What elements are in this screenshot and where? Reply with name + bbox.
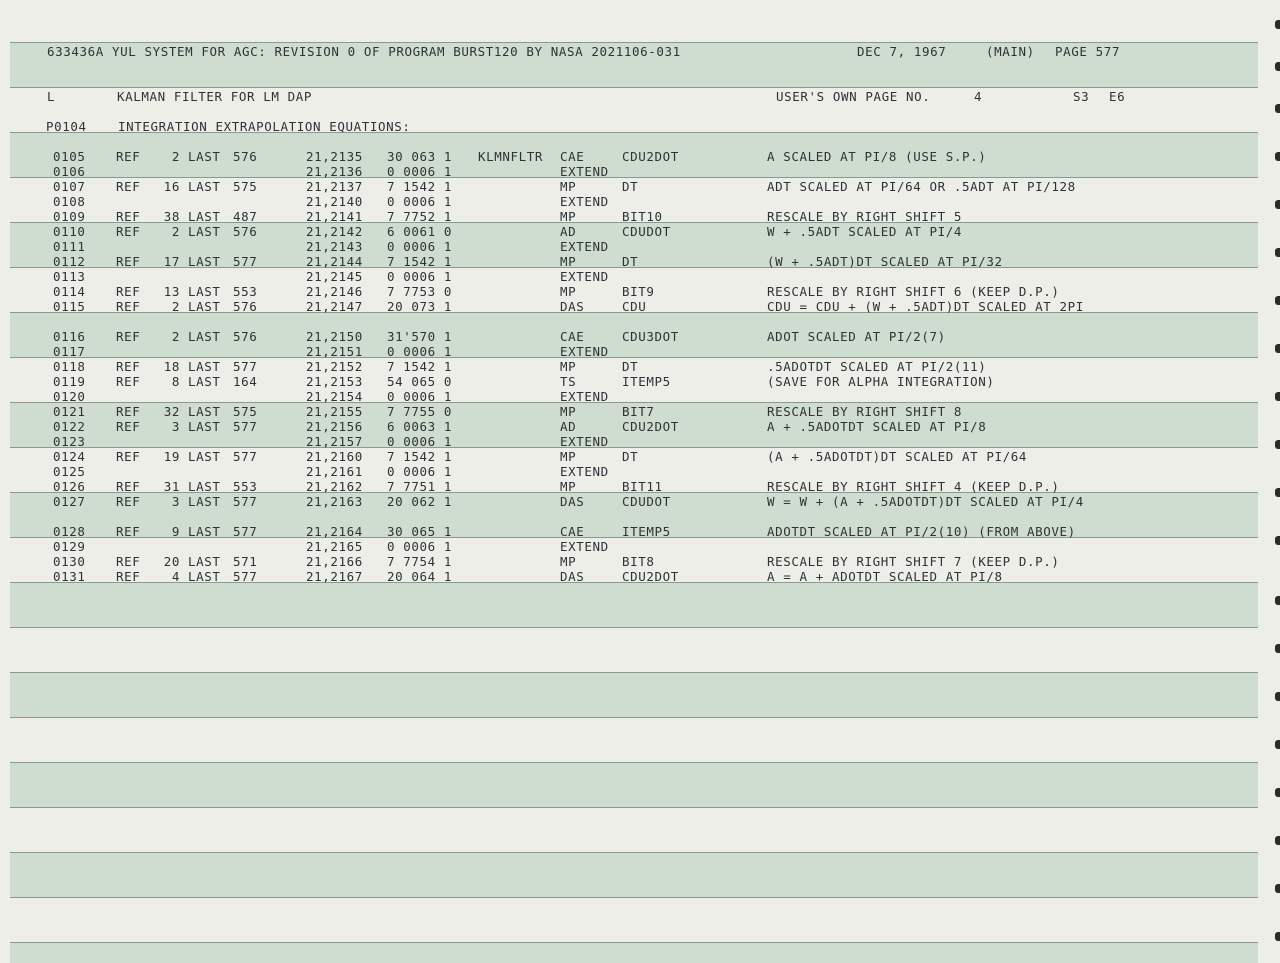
address: 21,2135 [306,149,363,164]
line-number: 0115 [53,299,86,314]
operand: CDU3DOT [622,329,679,344]
listing-row [0,329,1280,344]
ref-label: REF [116,419,141,434]
symbol-label: KLMNFLTR [478,149,544,164]
comment: RESCALE BY RIGHT SHIFT 7 (KEEP D.P.) [767,554,1060,569]
ref-label: REF [116,209,141,224]
band-rule [10,807,1258,808]
ref-label: REF [116,359,141,374]
comment: RESCALE BY RIGHT SHIFT 5 [767,209,963,224]
ref-count: 38 [163,209,180,224]
ref-label: REF [116,329,141,344]
last-page: 571 [233,554,258,569]
ref-label: REF [116,179,141,194]
comment: A + .5ADOTDT SCALED AT PI/8 [767,419,987,434]
last-page: 576 [233,299,258,314]
last-page: 577 [233,449,258,464]
listing-row [0,194,1280,209]
address: 21,2147 [306,299,363,314]
address: 21,2160 [306,449,363,464]
octal-word: 0 0006 1 [387,194,453,209]
listing-row [0,449,1280,464]
operand: CDUDOT [622,494,671,509]
band-rule [10,627,1258,628]
last-page: 576 [233,149,258,164]
last-label: LAST [188,554,221,569]
feed-hole [1275,596,1280,605]
listing-row [0,554,1280,569]
opcode: EXTEND [560,164,609,179]
last-label: LAST [188,404,221,419]
ref-count: 18 [163,359,180,374]
operand: DT [622,179,639,194]
ref-label: REF [116,479,141,494]
line-number: 0117 [53,344,86,359]
green-band [10,582,1258,627]
opcode: MP [560,254,577,269]
operand: CDU2DOT [622,149,679,164]
line-number: 0129 [53,539,86,554]
line-number: 0131 [53,569,86,584]
opcode: TS [560,374,577,389]
ref-count: 8 [171,374,180,389]
code-e6: E6 [1109,89,1126,104]
line-number: 0122 [53,419,86,434]
octal-word: 0 0006 1 [387,434,453,449]
operand: DT [622,449,639,464]
operand: BIT8 [622,554,655,569]
ref-label: REF [116,224,141,239]
listing-row [0,269,1280,284]
last-page: 164 [233,374,258,389]
address: 21,2136 [306,164,363,179]
last-page: 553 [233,284,258,299]
last-page: 577 [233,419,258,434]
address: 21,2151 [306,344,363,359]
octal-word: 7 1542 1 [387,359,453,374]
octal-word: 7 1542 1 [387,179,453,194]
listing-row [0,164,1280,179]
users-page-number: 4 [974,89,983,104]
ref-label: REF [116,149,141,164]
green-band [10,852,1258,897]
octal-word: 54 065 0 [387,374,453,389]
address: 21,2140 [306,194,363,209]
line-number: 0105 [53,149,86,164]
feed-hole [1275,884,1280,893]
ref-count: 17 [163,254,180,269]
address: 21,2141 [306,209,363,224]
address: 21,2156 [306,419,363,434]
address: 21,2150 [306,329,363,344]
octal-word: 6 0063 1 [387,419,453,434]
opcode: MP [560,179,577,194]
last-label: LAST [188,224,221,239]
address: 21,2152 [306,359,363,374]
operand: CDU2DOT [622,569,679,584]
log-section-title: KALMAN FILTER FOR LM DAP [117,89,313,104]
address: 21,2157 [306,434,363,449]
octal-word: 0 0006 1 [387,269,453,284]
last-page: 577 [233,494,258,509]
last-page: 577 [233,524,258,539]
feed-hole [1275,644,1280,653]
octal-word: 20 064 1 [387,569,453,584]
comment: (SAVE FOR ALPHA INTEGRATION) [767,374,995,389]
octal-word: 0 0006 1 [387,239,453,254]
comment: ADOT SCALED AT PI/2(7) [767,329,946,344]
line-number: 0113 [53,269,86,284]
listing-row [0,389,1280,404]
opcode: MP [560,554,577,569]
comment: A = A + ADOTDT SCALED AT PI/8 [767,569,1003,584]
octal-word: 0 0006 1 [387,344,453,359]
listing-row [0,254,1280,269]
ref-label: REF [116,554,141,569]
opcode: EXTEND [560,464,609,479]
line-number: 0120 [53,389,86,404]
operand: DT [622,254,639,269]
line-number: 0130 [53,554,86,569]
operand: BIT7 [622,404,655,419]
last-label: LAST [188,149,221,164]
address: 21,2166 [306,554,363,569]
listing-row [0,284,1280,299]
listing-row [0,419,1280,434]
listing-row [0,149,1280,164]
address: 21,2145 [306,269,363,284]
operand: ITEMP5 [622,374,671,389]
listing-row [0,209,1280,224]
octal-word: 0 0006 1 [387,464,453,479]
band-rule [10,942,1258,943]
last-label: LAST [188,479,221,494]
header-date: DEC 7, 1967 [857,44,947,59]
address: 21,2164 [306,524,363,539]
ref-count: 31 [163,479,180,494]
opcode: EXTEND [560,539,609,554]
feed-hole [1275,20,1280,29]
address: 21,2137 [306,179,363,194]
line-number: 0125 [53,464,86,479]
address: 21,2143 [306,239,363,254]
octal-word: 30 065 1 [387,524,453,539]
opcode: MP [560,404,577,419]
last-label: LAST [188,209,221,224]
green-band [10,672,1258,717]
listing-row [0,494,1280,509]
last-label: LAST [188,254,221,269]
comment: (W + .5ADT)DT SCALED AT PI/32 [767,254,1003,269]
opcode: DAS [560,494,585,509]
octal-word: 7 7751 1 [387,479,453,494]
address: 21,2162 [306,479,363,494]
octal-word: 30 063 1 [387,149,453,164]
ref-label: REF [116,524,141,539]
line-number: 0119 [53,374,86,389]
line-number: 0110 [53,224,86,239]
band-rule [10,897,1258,898]
last-page: 575 [233,404,258,419]
ref-label: REF [116,254,141,269]
feed-hole [1275,62,1280,71]
octal-word: 7 7755 0 [387,404,453,419]
last-label: LAST [188,179,221,194]
opcode: CAE [560,329,585,344]
line-number: 0106 [53,164,86,179]
opcode: EXTEND [560,194,609,209]
octal-word: 7 1542 1 [387,449,453,464]
last-page: 576 [233,224,258,239]
address: 21,2153 [306,374,363,389]
address: 21,2154 [306,389,363,404]
opcode: DAS [560,569,585,584]
listing-row [0,359,1280,374]
band-rule [10,87,1258,88]
opcode: AD [560,224,577,239]
ref-count: 13 [163,284,180,299]
opcode: MP [560,449,577,464]
operand: BIT9 [622,284,655,299]
line-number: 0126 [53,479,86,494]
section-title: INTEGRATION EXTRAPOLATION EQUATIONS: [118,119,411,134]
ref-count: 2 [171,299,180,314]
last-label: LAST [188,449,221,464]
opcode: EXTEND [560,434,609,449]
comment: RESCALE BY RIGHT SHIFT 4 (KEEP D.P.) [767,479,1060,494]
ref-count: 32 [163,404,180,419]
header-title-line: 633436A YUL SYSTEM FOR AGC: REVISION 0 OF PROGRAM BURST120 BY NASA 2021106-031 [47,44,681,59]
ref-count: 2 [171,224,180,239]
listing-row [0,479,1280,494]
line-number: 0108 [53,194,86,209]
octal-word: 7 7752 1 [387,209,453,224]
opcode: CAE [560,149,585,164]
last-label: LAST [188,524,221,539]
feed-hole [1275,692,1280,701]
last-label: LAST [188,284,221,299]
last-page: 487 [233,209,258,224]
feed-hole [1275,740,1280,749]
ref-label: REF [116,404,141,419]
listing-row [0,464,1280,479]
address: 21,2142 [306,224,363,239]
opcode: EXTEND [560,344,609,359]
last-page: 577 [233,569,258,584]
header-page: PAGE 577 [1055,44,1121,59]
green-band [10,942,1258,963]
band-rule [10,42,1258,43]
operand: BIT11 [622,479,663,494]
feed-hole [1275,932,1280,941]
comment: A SCALED AT PI/8 (USE S.P.) [767,149,987,164]
comment: W + .5ADT SCALED AT PI/4 [767,224,963,239]
octal-word: 0 0006 1 [387,164,453,179]
address: 21,2167 [306,569,363,584]
ref-label: REF [116,299,141,314]
feed-hole [1275,104,1280,113]
band-rule [10,762,1258,763]
comment: (A + .5ADOTDT)DT SCALED AT PI/64 [767,449,1028,464]
opcode: AD [560,419,577,434]
octal-word: 0 0006 1 [387,389,453,404]
ref-count: 19 [163,449,180,464]
comment: W = W + (A + .5ADOTDT)DT SCALED AT PI/4 [767,494,1084,509]
octal-word: 7 7753 0 [387,284,453,299]
address: 21,2163 [306,494,363,509]
listing-row [0,224,1280,239]
comment: RESCALE BY RIGHT SHIFT 6 (KEEP D.P.) [767,284,1060,299]
ref-count: 3 [171,419,180,434]
line-number: 0118 [53,359,86,374]
line-number: 0109 [53,209,86,224]
octal-word: 0 0006 1 [387,539,453,554]
line-number: 0107 [53,179,86,194]
address: 21,2161 [306,464,363,479]
address: 21,2165 [306,539,363,554]
listing-row [0,434,1280,449]
ref-count: 20 [163,554,180,569]
opcode: EXTEND [560,269,609,284]
section-id: P0104 [46,119,87,134]
listing-row [0,569,1280,584]
opcode: MP [560,479,577,494]
feed-hole [1275,788,1280,797]
listing-row [0,239,1280,254]
operand: CDU [622,299,647,314]
users-page-label: USER'S OWN PAGE NO. [776,89,931,104]
line-number: 0128 [53,524,86,539]
feed-hole [1275,836,1280,845]
opcode: MP [560,284,577,299]
last-label: LAST [188,359,221,374]
listing-row [0,299,1280,314]
ref-count: 2 [171,329,180,344]
last-page: 576 [233,329,258,344]
ref-label: REF [116,284,141,299]
octal-word: 20 073 1 [387,299,453,314]
log-flag: L [47,89,56,104]
last-label: LAST [188,329,221,344]
comment: ADOTDT SCALED AT PI/2(10) (FROM ABOVE) [767,524,1076,539]
comment: .5ADOTDT SCALED AT PI/2(11) [767,359,987,374]
header-main: (MAIN) [986,44,1035,59]
line-number: 0121 [53,404,86,419]
last-label: LAST [188,374,221,389]
octal-word: 6 0061 0 [387,224,453,239]
band-rule [10,672,1258,673]
ref-label: REF [116,449,141,464]
listing-row [0,539,1280,554]
ref-count: 16 [163,179,180,194]
octal-word: 31'570 1 [387,329,453,344]
line-number: 0116 [53,329,86,344]
opcode: CAE [560,524,585,539]
line-number: 0114 [53,284,86,299]
octal-word: 20 062 1 [387,494,453,509]
opcode: DAS [560,299,585,314]
comment: ADT SCALED AT PI/64 OR .5ADT AT PI/128 [767,179,1076,194]
comment: RESCALE BY RIGHT SHIFT 8 [767,404,963,419]
last-page: 577 [233,359,258,374]
ref-count: 3 [171,494,180,509]
listing-row [0,179,1280,194]
last-page: 553 [233,479,258,494]
operand: BIT10 [622,209,663,224]
green-band [10,762,1258,807]
address: 21,2144 [306,254,363,269]
ref-count: 2 [171,149,180,164]
line-number: 0124 [53,449,86,464]
opcode: MP [560,209,577,224]
last-label: LAST [188,419,221,434]
code-s3: S3 [1073,89,1090,104]
line-number: 0112 [53,254,86,269]
opcode: EXTEND [560,239,609,254]
octal-word: 7 1542 1 [387,254,453,269]
octal-word: 7 7754 1 [387,554,453,569]
ref-count: 4 [171,569,180,584]
band-rule [10,717,1258,718]
comment: CDU = CDU + (W + .5ADT)DT SCALED AT 2PI [767,299,1084,314]
last-label: LAST [188,569,221,584]
line-number: 0127 [53,494,86,509]
line-number: 0111 [53,239,86,254]
listing-row [0,374,1280,389]
listing-row [0,344,1280,359]
listing-row [0,524,1280,539]
ref-count: 9 [171,524,180,539]
ref-label: REF [116,569,141,584]
last-label: LAST [188,299,221,314]
listing-row [0,404,1280,419]
ref-label: REF [116,494,141,509]
ref-label: REF [116,374,141,389]
operand: CDU2DOT [622,419,679,434]
operand: ITEMP5 [622,524,671,539]
address: 21,2146 [306,284,363,299]
last-label: LAST [188,494,221,509]
band-rule [10,852,1258,853]
opcode: MP [560,359,577,374]
line-number: 0123 [53,434,86,449]
last-page: 575 [233,179,258,194]
operand: DT [622,359,639,374]
address: 21,2155 [306,404,363,419]
opcode: EXTEND [560,389,609,404]
last-page: 577 [233,254,258,269]
operand: CDUDOT [622,224,671,239]
